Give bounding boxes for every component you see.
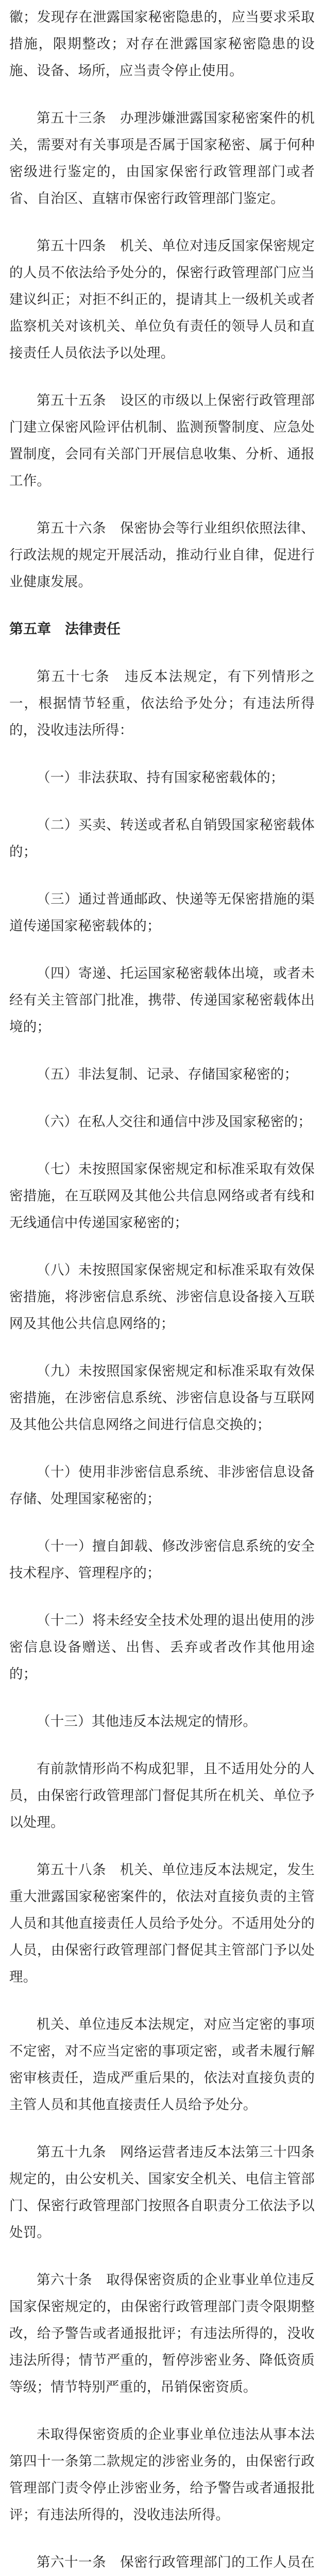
article-59: 第五十九条 网络运营者违反本法第三十四条规定的，由公安机关、国家安全机关、电信主管部门、保密行政管理部门按照各自职责分工依法予以处罚。	[9, 2144, 315, 2241]
article-57-note: 有前款情形尚不构成犯罪，且不适用处分的人员，由保密行政管理部门督促其所在机关、单位予以处理。	[9, 1761, 315, 1831]
article-57-item-12: （十二）将未经安全技术处理的退出使用的涉密信息设备赠送、出售、丢弃或者改作其他用途的；	[9, 1613, 315, 1682]
article-53: 第五十三条 办理涉嫌泄露国家秘密案件的机关，需要对有关事项是否属于国家秘密、属于何种密级进行鉴定的，由国家保密行政管理部门或者省、自治区、直辖市保密行政管理部门鉴定。	[9, 110, 315, 207]
article-60-para-2: 未取得保密资质的企业事业单位违法从事本法第四十一条第二款规定的涉密业务的，由保密行政管理部门责令停止涉密业务，给予警告或者通报批评；有违法所得的，没收违法所得。	[9, 2427, 315, 2523]
article-57-item-2: （二）买卖、转送或者私自销毁国家秘密载体的；	[9, 817, 315, 860]
article-55: 第五十五条 设区的市级以上保密行政管理部门建立保密风险评估机制、监测预警制度、应急处置制度，会同有关部门开展信息收集、分析、通报工作。	[9, 393, 315, 489]
article-56: 第五十六条 保密协会等行业组织依照法律、行政法规的规定开展活动，推动行业自律，促进行业健康发展。	[9, 520, 315, 590]
article-60: 第六十条 取得保密资质的企业事业单位违反国家保密规定的，由保密行政管理部门责令限期整改，给予警告或者通报批评；有违法所得的，没收违法所得；情节严重的，暂停涉密业务、降低资质等级；情节特别严重的，吊销保密资质。	[9, 2272, 315, 2395]
chapter-5-heading: 第五章 法律责任	[9, 621, 121, 637]
article-57-item-8: （八）未按照国家保密规定和标准采取有效保密措施，将涉密信息系统、涉密信息设备接入互联网及其他公共信息网络的；	[9, 1262, 315, 1332]
article-58-para-2: 机关、单位违反本法规定，对应当定密的事项不定密，对不应当定密的事项定密，或者未履行解密审核责任，造成严重后果的，依法对直接负责的主管人员和其他直接责任人员给予处分。	[9, 2016, 315, 2113]
article-57-item-1: （一）非法获取、持有国家秘密载体的；	[37, 770, 284, 786]
article-57-item-3: （三）通过普通邮政、快递等无保密措施的渠道传递国家秘密载体的；	[9, 891, 315, 934]
article-58: 第五十八条 机关、单位违反本法规定，发生重大泄露国家秘密案件的，依法对直接负责的主管人员和其他直接责任人员给予处分。不适用处分的人员，由保密行政管理部门督促其主管部门予以处理。	[9, 1862, 315, 1985]
article-57-item-13: （十三）其他违反本法规定的情形。	[37, 1714, 257, 1730]
article-57-item-5: （五）非法复制、记录、存储国家秘密的；	[37, 1066, 298, 1082]
article-54: 第五十四条 机关、单位对违反国家保密规定的人员不依法给予处分的，保密行政管理部门应当建议纠正；对拒不纠正的，提请其上一级机关或者监察机关对该机关、单位负有责任的领导人员和直接责任人员依法予以处理。	[9, 238, 315, 361]
article-57-item-7: （七）未按照国家保密规定和标准采取有效保密措施，在互联网及其他公共信息网络或者有线和无线通信中传递国家秘密的；	[9, 1161, 315, 1231]
paragraph-continuation: 徽；发现存在泄露国家秘密隐患的，应当要求采取措施，限期整改；对存在泄露国家秘密隐患的设施、设备、场所，应当责令停止使用。	[9, 9, 315, 79]
article-57-item-11: （十一）擅自卸载、修改涉密信息系统的安全技术程序、管理程序的；	[9, 1538, 315, 1581]
article-57-item-6: （六）在私人交往和通信中涉及国家秘密的；	[37, 1114, 312, 1130]
article-57-item-4: （四）寄递、托运国家秘密载体出境，或者未经有关主管部门批准，携带、传递国家秘密载体出境的；	[9, 965, 315, 1035]
article-57-item-10: （十）使用非涉密信息系统、非涉密信息设备存储、处理国家秘密的；	[9, 1464, 315, 1507]
article-57-item-9: （九）未按照国家保密规定和标准采取有效保密措施，在涉密信息系统、涉密信息设备与互联网及其他公共信息网络之间进行信息交换的；	[9, 1363, 315, 1433]
article-61: 第六十一条 保密行政管理部门的工作人员在	[37, 2554, 315, 2570]
article-57: 第五十七条 违反本法规定，有下列情形之一，根据情节轻重，依法给予处分；有违法所得的，没收违法所得：	[9, 669, 315, 738]
